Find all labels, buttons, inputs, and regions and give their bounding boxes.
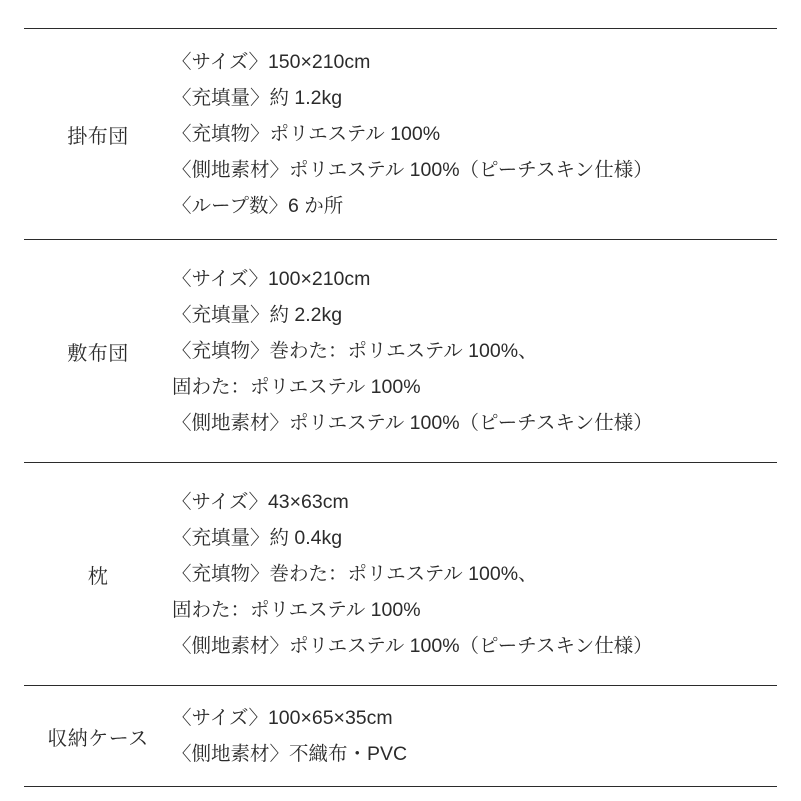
detail-line: 〈側地素材〉ポリエステル 100%（ピーチスキン仕様） — [172, 412, 653, 435]
specification-table — [24, 28, 777, 787]
detail-line: 〈充填物〉巻わた：ポリエステル 100%、 — [172, 339, 538, 362]
detail-line: 〈ループ数〉6 か所 — [172, 195, 344, 218]
detail-line: 〈サイズ〉100×65×35cm — [172, 706, 393, 729]
row-label-kakebuton: 掛布団 — [67, 125, 129, 148]
detail-line: 〈サイズ〉150×210cm — [172, 50, 371, 73]
detail-line: 〈サイズ〉43×63cm — [172, 490, 349, 513]
detail-line: 固わた：ポリエステル 100% — [172, 376, 421, 399]
detail-line: 〈側地素材〉ポリエステル 100%（ピーチスキン仕様） — [172, 159, 653, 182]
row-detail-kakebuton — [172, 29, 777, 240]
table-body — [24, 29, 777, 787]
detail-line: 固わた：ポリエステル 100% — [172, 599, 421, 622]
table-row — [24, 463, 777, 686]
detail-line: 〈サイズ〉100×210cm — [172, 267, 371, 290]
row-label-shikibuton: 敷布団 — [67, 342, 129, 365]
row-label-shunoucase: 収納ケース — [47, 727, 149, 750]
row-detail-shunoucase — [172, 686, 777, 787]
row-detail-makura — [172, 463, 777, 686]
detail-line: 〈充填量〉約 1.2kg — [172, 86, 343, 109]
row-label-makura: 枕 — [87, 565, 109, 588]
table-row — [24, 686, 777, 787]
detail-line: 〈充填物〉巻わた：ポリエステル 100%、 — [172, 562, 538, 585]
detail-line: 〈充填物〉ポリエステル 100% — [172, 122, 441, 145]
detail-line: 〈充填量〉約 0.4kg — [172, 526, 343, 549]
table-row — [24, 29, 777, 240]
detail-line: 〈充填量〉約 2.2kg — [172, 303, 343, 326]
row-detail-shikibuton — [172, 240, 777, 463]
detail-line: 〈側地素材〉不織布・PVC — [172, 743, 408, 765]
detail-line: 〈側地素材〉ポリエステル 100%（ピーチスキン仕様） — [172, 635, 653, 658]
table-row — [24, 240, 777, 463]
